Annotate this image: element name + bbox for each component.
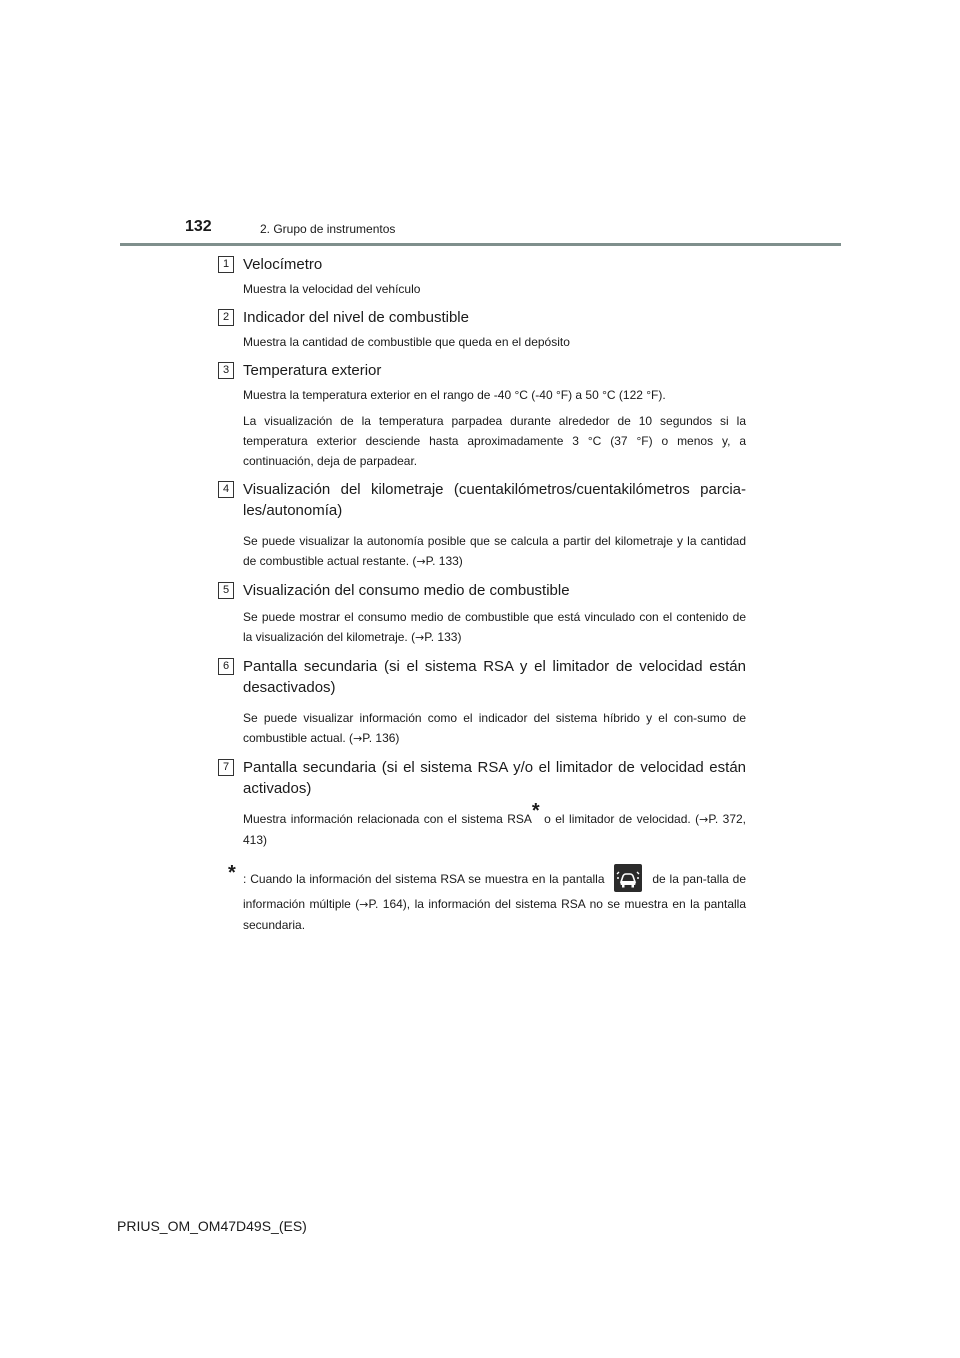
description-text: Se puede visualizar información como el indicador del sistema híbrido y el con-sumo de combustible actual. ( [243,711,746,745]
page-reference[interactable]: P. 372, 413) [243,812,746,847]
item-title: Pantalla secundaria (si el sistema RSA y/o el limitador de velocidad están activados) [243,759,746,797]
list-item [218,757,746,850]
item-title: Temperatura exterior [243,362,382,379]
item-number: 3 [218,362,234,379]
item-title: Visualización del consumo medio de combustible [243,582,570,599]
footnote [228,862,747,935]
item-number: 5 [218,582,234,599]
arrow-icon: → [415,631,425,644]
page-reference[interactable]: P. 133) [424,630,462,644]
rsa-car-icon [614,864,642,892]
description-text: Se puede visualizar la autonomía posible que se calcula a partir del kilometraje y la cantidad de combustible actual restante. ( [243,534,746,568]
item-description: Muestra la cantidad de combustible que queda en el depósito [243,335,570,349]
page-reference[interactable]: P. 133) [425,554,463,568]
list-item [218,360,746,471]
footnote-asterisk: * [228,862,236,884]
document-code: PRIUS_OM_OM47D49S_(ES) [117,1218,307,1234]
arrow-icon: → [416,555,426,568]
page-reference[interactable]: P. 136) [362,731,400,745]
item-description [243,800,746,850]
list-item [218,307,746,352]
content [218,254,746,935]
description-text: o el limitador de velocidad. ( [539,812,700,826]
header-rule [120,243,841,246]
description-text: Se puede mostrar el consumo medio de combustible que está vinculado con el contenido de la visualización del kilometraje. ( [243,610,746,644]
description-text: Muestra información relacionada con el sistema RSA [243,812,532,826]
footnote-text-start: Cuando la información del sistema RSA se muestra en la pantalla [250,872,605,887]
footnote-text [243,866,746,935]
arrow-icon: → [353,732,363,745]
asterisk-mark: * [531,800,540,822]
footnote-colon: : [243,872,247,887]
item-description: Muestra la velocidad del vehículo [243,282,421,296]
item-number: 7 [218,759,234,776]
item-description [243,708,746,749]
item-title: Visualización del kilometraje (cuentakilómetros/cuentakilómetros parcia-les/autonomía) [243,481,746,519]
item-description: Muestra la temperatura exterior en el rango de -40 °C (-40 °F) a 50 °C (122 °F). [243,388,666,402]
item-title: Velocímetro [243,256,323,273]
item-number: 4 [218,481,234,498]
item-number: 6 [218,658,234,675]
chapter-title: 2. Grupo de instrumentos [260,222,396,236]
item-description [243,607,746,648]
arrow-icon: → [359,898,369,911]
item-number: 1 [218,256,234,273]
footnote-page-reference[interactable]: P. 164), la información del sistema RSA no se muestra en la pantalla secundaria. [243,897,746,932]
list-item [218,656,746,749]
footnote-text-mid: de la pan-talla de información múltiple ( [243,872,747,911]
page-number: 132 [185,218,212,235]
item-description [243,531,746,572]
list-item [218,254,746,299]
list-item [218,479,746,572]
arrow-icon: → [699,813,709,826]
list-item [218,580,746,648]
item-title: Pantalla secundaria (si el sistema RSA y el limitador de velocidad están desactivados) [243,658,746,696]
item-title: Indicador del nivel de combustible [243,309,469,326]
item-number: 2 [218,309,234,326]
item-description: La visualización de la temperatura parpadea durante alrededor de 10 segundos si la temperatura exterior desciende hasta aproximadamente 3 °C (37 °F) o menos y, a continuación, deja de parpadear. [243,414,746,468]
